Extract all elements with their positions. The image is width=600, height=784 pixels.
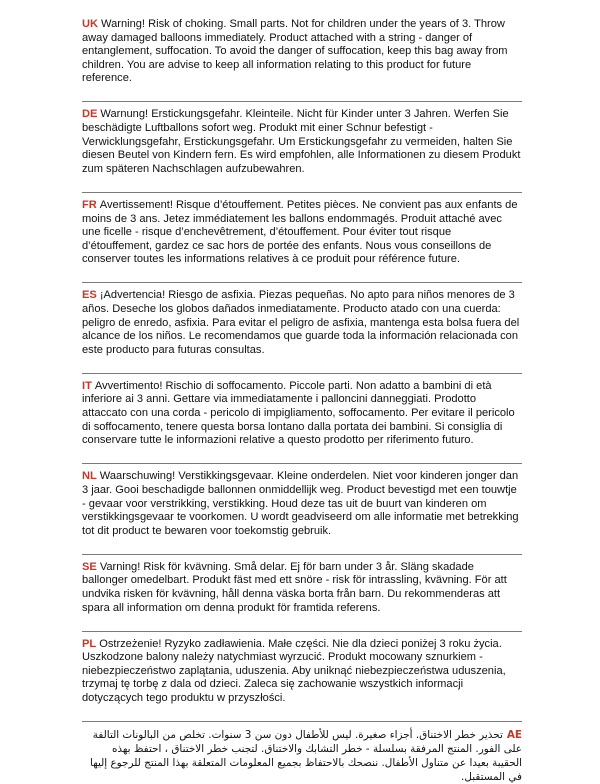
section-divider [82,554,522,555]
language-code-it: IT [82,379,92,392]
section-divider [82,101,522,102]
warning-text-de: Warnung! Erstickungsgefahr. Kleinteile. Nicht für Kinder unter 3 Jahren. Werfen Sie beschädigte Luftballons sofort weg. Produkt mit einer Schnur befestigt - Verwicklungsgefahr, Erstickungsgefahr. Um Erstickungsgefahr zu vermeiden, halten Sie diesen Beutel von Kindern fern. Es wird empfohlen, alle Informationen zu diesem Produkt zum späteren Nachschlagen aufzubewahren. [82,108,521,175]
warning-text-es: ¡Advertencia! Riesgo de asfixia. Piezas pequeñas. No apto para niños menores de 3 años. Deseche los globos dañados inmediatamente. Producto atado con una cuerda: peligro de enredo, asfixia. Para evitar el peligro de asfixia, mantenga esta bolsa fuera del alcance de los niños. Le recomendamos que guarde toda la información relacionada con este producto para futuras consultas. [82,289,520,356]
language-code-es: ES [82,289,97,302]
warning-text-fr: Avertissement! Risque d’étouffement. Petites pièces. Ne convient pas aux enfants de moins de 3 ans. Jetez immédiatement les ballons endommagés. Produit attaché avec une ficelle - risque d’enchevêtrement, d’étouffement. Pour éviter tout risque d’étouffement, gardez ce sac hors de portée des enfants. Nous vous conseillons de conserver toutes les informations relatives à ce produit pour référence future. [82,198,518,266]
section-divider [82,373,522,374]
language-code-pl: PL [82,637,97,650]
section-it [82,380,522,448]
language-code-fr: FR [82,198,97,211]
warning-text-pl: Ostrzeżenie! Ryzyko zadławienia. Małe części. Nie dla dzieci poniżej 3 roku życia. Uszkodzone balony należy natychmiast wyrzucić. Produkt mocowany sznurkiem - niebezpieczeństwo zaplątania, uduszenia. Aby uniknąć niebezpieczeństwa uduszenia, trzymaj tę torbę z dala od dzieci. Zaleca się zachowanie wszystkich informacji dotyczących tego produktu w przyszłości. [82,637,506,705]
warning-text-uk: Warning! Risk of choking. Small parts. Not for children under the years of 3. Throw away damaged balloons immediately. Product attached with a string - danger of entanglement, suffocation. To avoid the danger of suffocation, keep this bag away from children. You are advise to keep all information relating to this product for future reference. [82,18,508,85]
warning-text-ae: تحذير خطر الاختناق. أجزاء صغيرة. ليس للأطفال دون سن 3 سنوات. تخلص من البالونات التالفة على الفور. المنتج المرفقة بسلسلة - خطر التشابك والاختناق. لتجنب خطر الاختناق ، احتفظ بهذه الحقيبة بعيدا عن متناول الأطفال. ننصحك بالاحتفاظ بجميع المعلومات المتعلقة بهذا المنتج للرجوع إليها في المستقبل. [90,729,522,784]
language-code-nl: NL [82,470,97,483]
section-uk [82,18,522,86]
section-ae [82,728,522,784]
language-code-de: DE [82,108,98,121]
section-divider [82,282,522,283]
warning-text-nl: Waarschuwing! Verstikkingsgevaar. Kleine onderdelen. Niet voor kinderen jonger dan 3 jaar. Gooi beschadigde ballonnen onmiddellijk weg. Product bevestigd met een touwtje - gevaar voor verstrikking, verstikking. Houd deze tas uit de buurt van kinderen om verstikkingsgevaar te voorkomen. U wordt geadviseerd om alle informatie met betrekking tot dit product te bewaren voor toekomstig gebruik. [82,470,519,537]
section-pl [82,638,522,706]
section-fr [82,199,522,267]
section-es [82,289,522,357]
section-divider [82,192,522,193]
warning-text-se: Varning! Risk för kvävning. Små delar. Ej för barn under 3 år. Släng skadade ballonger omedelbart. Produkt fäst med ett snöre - risk för intrassling, kvävning. För att undvika risken för kvävning, håll denna väska borta från barn. Du rekommenderas att spara all information om denna produkt för framtida referens. [82,560,507,614]
section-divider [82,463,522,464]
section-divider [82,631,522,632]
warning-text-it: Avvertimento! Rischio di soffocamento. Piccole parti. Non adatto a bambini di età inferiore ai 3 anni. Gettare via immediatamente i palloncini danneggiati. Prodotto attaccato con una corda - pericolo di impigliamento, soffocamento. Per evitare il pericolo di soffocamento, tenere questa borsa lontano dalla portata dei bambini. Si consiglia di conservare tutte le informazioni relative a questo prodotto per riferimento futuro. [82,379,515,447]
language-code-ae: AE [506,729,522,742]
section-nl [82,470,522,538]
section-de [82,108,522,176]
language-code-uk: UK [82,18,99,30]
section-se [82,561,522,615]
language-code-se: SE [82,560,97,573]
section-divider [82,721,522,722]
